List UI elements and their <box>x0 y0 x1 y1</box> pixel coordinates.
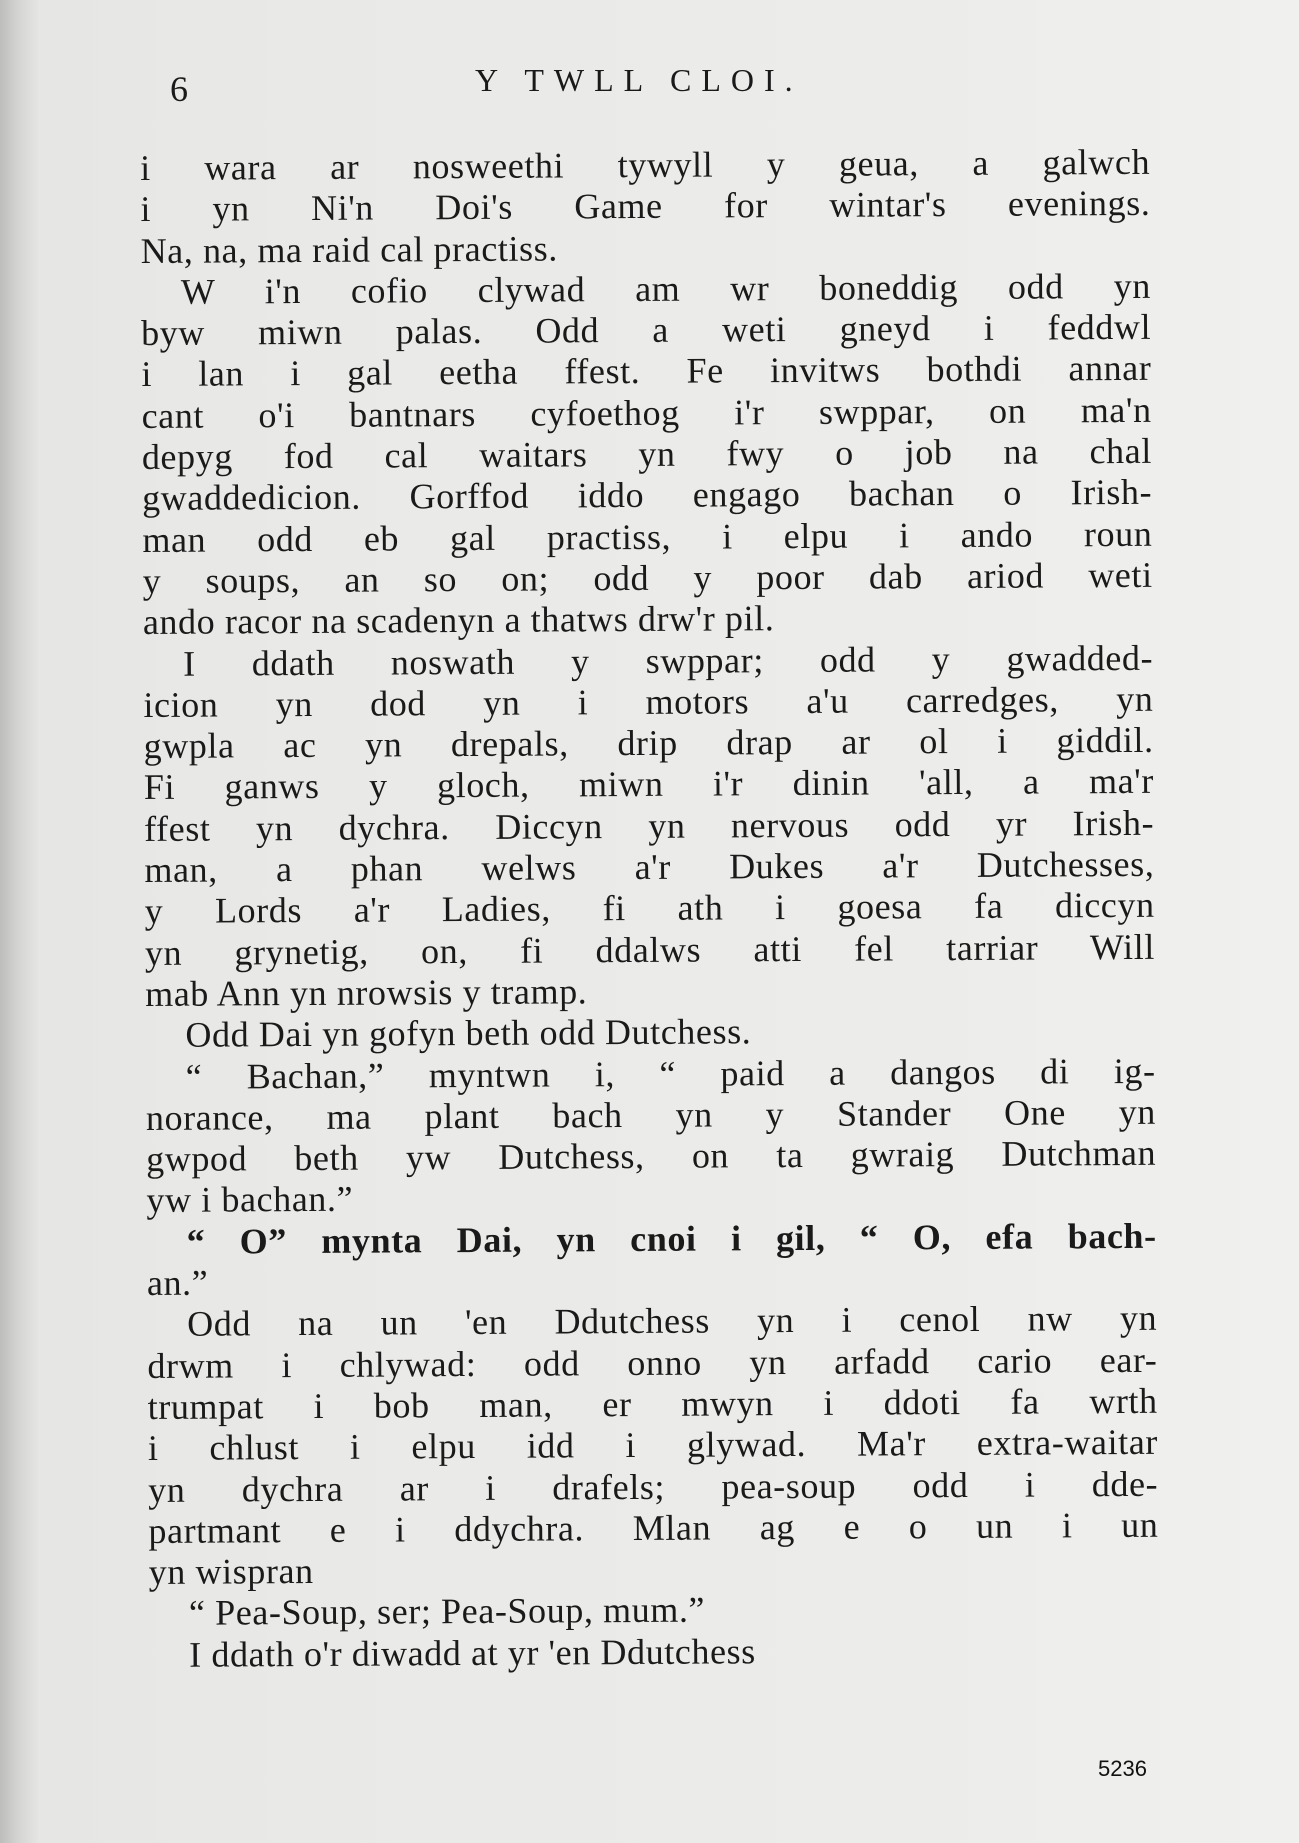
text-line: Odd Dai yn gofyn beth odd Dutchess. <box>185 1011 752 1055</box>
text-line: drwm i chlywad: odd onno yn arfadd cario ear- <box>147 1339 1158 1386</box>
text-line: gwpod beth yw Dutchess, on ta gwraig Dutchman <box>146 1132 1157 1180</box>
text-line: man, a phan welws a'r Dukes a'r Dutchesses, <box>144 843 1155 891</box>
text-line: W i'n cofio clywad am wr boneddig odd yn <box>180 265 1151 312</box>
text-line: gwpla ac yn drepals, drip drap ar ol i giddil. <box>143 719 1154 767</box>
text-line: y soups, an so on; odd y poor dab ariod weti <box>142 554 1153 601</box>
text-line: partmant e i ddychra. Mlan ag e o un i un <box>148 1504 1159 1551</box>
text-line: icion yn dod yn i motors a'u carredges, yn <box>143 678 1154 725</box>
running-title: Y TWLL CLOI. <box>475 62 803 98</box>
text-line: “ Pea-Soup, ser; Pea-Soup, mum.” <box>188 1589 706 1634</box>
text-line: i yn Ni'n Doi's Game for wintar's evenings. <box>140 183 1151 230</box>
text-line: I ddath noswath y swppar; odd y gwadded- <box>183 637 1154 684</box>
text-line: norance, ma plant bach yn y Stander One yn <box>145 1091 1157 1138</box>
text-line: depyg fod cal waitars yn fwy o job na chal <box>141 430 1152 478</box>
text-line: trumpat i bob man, er mwyn i ddoti fa wrth <box>147 1380 1158 1427</box>
text-line: yw i bachan.” <box>146 1179 354 1221</box>
page-number: 6 <box>170 69 188 109</box>
text-line: I ddath o'r diwadd at yr 'en Ddutchess <box>189 1630 756 1675</box>
text-line: “ Bachan,” myntwn i, “ paid a dangos di ig- <box>185 1050 1156 1097</box>
text-line: cant o'i bantnars cyfoethog i'r swppar, on ma'n <box>141 389 1152 436</box>
text-line: yn grynetig, on, fi ddalws atti fel tarriar Will <box>144 926 1156 973</box>
text-line: mab Ann yn nrowsis y tramp. <box>145 971 588 1014</box>
text-line: i chlust i elpu idd i glywad. Ma'r extra-waitar <box>147 1422 1159 1469</box>
text-line: Odd na un 'en Ddutchess yn i cenol nw yn <box>187 1298 1158 1345</box>
body-text <box>140 142 1159 1676</box>
text-line: ffest yn dychra. Diccyn yn nervous odd yr Irish- <box>144 802 1155 849</box>
text-line: Na, na, ma raid cal practiss. <box>140 228 558 271</box>
text-line: y Lords a'r Ladies, fi ath i goesa fa diccyn <box>144 885 1155 932</box>
catalog-number: 5236 <box>1098 1756 1147 1781</box>
text-line: an.” <box>146 1262 209 1303</box>
text-line: yn wispran <box>148 1551 314 1593</box>
text-line: Fi ganws y gloch, miwn i'r dinin 'all, a ma'r <box>143 761 1155 808</box>
text-line: i wara ar nosweethi tywyll y geua, a galwch <box>140 141 1151 188</box>
page-header <box>170 60 1170 110</box>
text-line: byw miwn palas. Odd a weti gneyd i feddwl <box>141 307 1152 354</box>
text-line: ando racor na scadenyn a thatws drw'r pil. <box>142 598 775 643</box>
text-line: i lan i gal eetha ffest. Fe invitws bothdi annar <box>141 348 1152 395</box>
text-line: yn dychra ar i drafels; pea-soup odd i dde- <box>148 1463 1159 1510</box>
text-line: man odd eb gal practiss, i elpu i ando roun <box>142 513 1153 560</box>
text-line: “ O” mynta Dai, yn cnoi i gil, “ O, efa bach- <box>186 1215 1157 1262</box>
text-line: gwaddedicion. Gorffod iddo engago bachan o Irish- <box>142 472 1153 519</box>
